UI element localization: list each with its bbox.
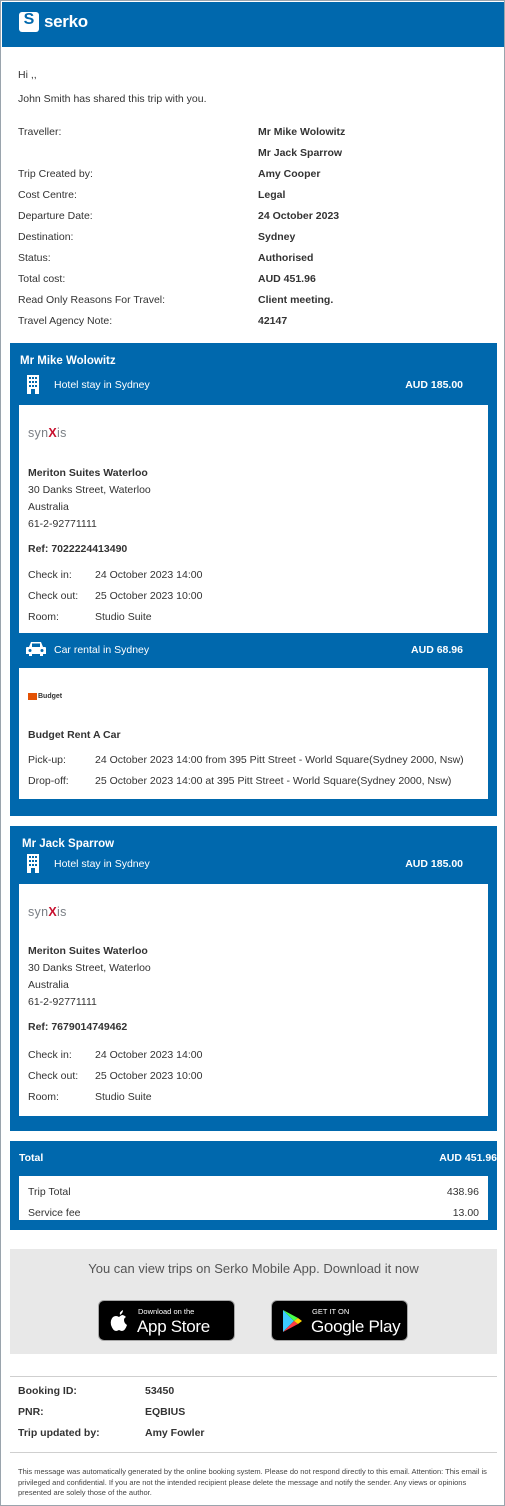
checkin-value: 24 October 2023 14:00: [95, 1049, 203, 1061]
summary-value: 24 October 2023: [258, 210, 340, 222]
dropoff-value: 25 October 2023 14:00 at 395 Pitt Street - World Square(Sydney 2000, Nsw): [95, 775, 452, 787]
hotel-building-icon: [26, 853, 40, 876]
summary-label: Read Only Reasons For Travel:: [18, 294, 166, 306]
segment-title: Hotel stay in Sydney: [54, 379, 150, 391]
checkout-value: 25 October 2023 10:00: [95, 1070, 203, 1082]
hotel-name: Meriton Suites Waterloo: [28, 945, 148, 957]
summary-label: Travel Agency Note:: [18, 315, 113, 327]
summary-value: AUD 451.96: [258, 273, 316, 285]
segment-title: Car rental in Sydney: [54, 644, 150, 656]
summary-value: Mr Jack Sparrow: [258, 147, 343, 159]
summary-label: Cost Centre:: [18, 189, 77, 201]
google-play-icon: [281, 1309, 303, 1336]
hotel-segment-header[interactable]: [10, 372, 497, 398]
summary-value: Mr Mike Wolowitz: [258, 126, 346, 138]
service-fee-value: 13.00: [452, 1207, 479, 1219]
hotel-address: 30 Danks Street, Waterloo: [28, 484, 151, 496]
pickup-label: Pick-up:: [28, 754, 66, 766]
hotel-country: Australia: [28, 979, 69, 991]
car-icon: [25, 640, 47, 661]
budget-logo-icon: [28, 693, 37, 700]
car-card: [19, 668, 488, 799]
disclaimer: This message was automatically generated by the online booking system. Please do not respond directly to this email. Attention: This email is privileged and confidential. If you are not the intended recipient please delete the message and notify the sender. Any views or opinions presented are solely those of the author.: [18, 1467, 487, 1497]
hotel-address: 30 Danks Street, Waterloo: [28, 962, 151, 974]
greeting: Hi ,,: [18, 69, 37, 81]
checkout-label: Check out:: [28, 1070, 79, 1082]
room-label: Room:: [28, 1091, 59, 1103]
checkin-label: Check in:: [28, 1049, 72, 1061]
header-bar: [2, 2, 505, 47]
hotel-segment-header[interactable]: [10, 851, 497, 877]
summary-label: Total cost:: [18, 273, 66, 285]
traveller-section-mike: [10, 343, 497, 816]
room-value: Studio Suite: [95, 611, 152, 623]
updated-by-label: Trip updated by:: [18, 1427, 100, 1439]
segment-title: Hotel stay in Sydney: [54, 858, 150, 870]
total-section: [10, 1141, 497, 1230]
hotel-phone: 61-2-92771111: [28, 518, 97, 530]
hotel-card: [19, 405, 488, 633]
car-vendor-name: Budget Rent A Car: [28, 729, 121, 741]
google-small-text: GET IT ON: [312, 1307, 350, 1316]
booking-ref: Ref: 7679014749462: [28, 1021, 128, 1033]
traveller-name: Mr Jack Sparrow: [22, 838, 115, 850]
total-value: AUD 451.96: [439, 1152, 497, 1164]
booking-ref: Ref: 7022224413490: [28, 543, 128, 555]
hotel-phone: 61-2-92771111: [28, 996, 97, 1008]
booking-id-label: Booking ID:: [18, 1385, 77, 1397]
room-value: Studio Suite: [95, 1091, 152, 1103]
traveller-name: Mr Mike Wolowitz: [20, 355, 116, 367]
summary-label: Departure Date:: [18, 210, 93, 222]
booking-id-value: 53450: [145, 1385, 175, 1397]
summary-label: Status:: [18, 252, 51, 264]
trip-total-value: 438.96: [446, 1186, 479, 1198]
car-segment-header[interactable]: [10, 637, 497, 663]
room-label: Room:: [28, 611, 59, 623]
shared-message: John Smith has shared this trip with you.: [18, 93, 207, 105]
segment-price: AUD 185.00: [405, 858, 463, 870]
traveller-section-jack: [10, 826, 497, 1131]
google-big-text: Google Play: [311, 1317, 401, 1336]
hotel-card: [19, 884, 488, 1116]
mobile-app-promo: [10, 1249, 497, 1354]
hotel-building-icon: [26, 374, 40, 397]
trip-total-label: Trip Total: [28, 1186, 71, 1198]
summary-label: Destination:: [18, 231, 74, 243]
summary-value: Sydney: [258, 231, 296, 243]
divider: [10, 1376, 497, 1377]
summary-value: Legal: [258, 189, 286, 201]
service-fee-label: Service fee: [28, 1207, 81, 1219]
hotel-name: Meriton Suites Waterloo: [28, 467, 148, 479]
pickup-value: 24 October 2023 14:00 from 395 Pitt Street - World Square(Sydney 2000, Nsw): [95, 754, 464, 766]
budget-logo: Budget: [28, 693, 62, 700]
summary-value: 42147: [258, 315, 288, 327]
checkout-value: 25 October 2023 10:00: [95, 590, 203, 602]
apple-icon: [109, 1309, 129, 1336]
checkout-label: Check out:: [28, 590, 79, 602]
google-play-button[interactable]: [271, 1300, 408, 1341]
total-breakdown: [19, 1176, 488, 1220]
synxis-logo: synXis: [28, 426, 67, 440]
summary-label: Trip Created by:: [18, 168, 93, 180]
appstore-small-text: Download on the: [138, 1307, 195, 1316]
segment-price: AUD 185.00: [405, 379, 463, 391]
updated-by-value: Amy Fowler: [145, 1427, 205, 1439]
app-store-button[interactable]: [98, 1300, 235, 1341]
total-label: Total: [19, 1152, 44, 1164]
dropoff-label: Drop-off:: [28, 775, 69, 787]
summary-value: Client meeting.: [258, 294, 334, 306]
serko-logo-icon: S: [19, 12, 39, 32]
summary-value: Amy Cooper: [258, 168, 321, 180]
segment-price: AUD 68.96: [411, 644, 463, 656]
serko-logo[interactable]: [19, 12, 88, 32]
pnr-value: EQBIUS: [145, 1406, 186, 1418]
checkin-value: 24 October 2023 14:00: [95, 569, 203, 581]
hotel-country: Australia: [28, 501, 69, 513]
summary-value: Authorised: [258, 252, 314, 264]
divider: [10, 1452, 497, 1453]
pnr-label: PNR:: [18, 1406, 44, 1418]
summary-label: Traveller:: [18, 126, 62, 138]
synxis-logo: synXis: [28, 905, 67, 919]
brand-name: serko: [44, 12, 88, 31]
app-promo-message: You can view trips on Serko Mobile App. Download it now: [88, 1261, 419, 1276]
checkin-label: Check in:: [28, 569, 72, 581]
appstore-big-text: App Store: [137, 1317, 210, 1336]
